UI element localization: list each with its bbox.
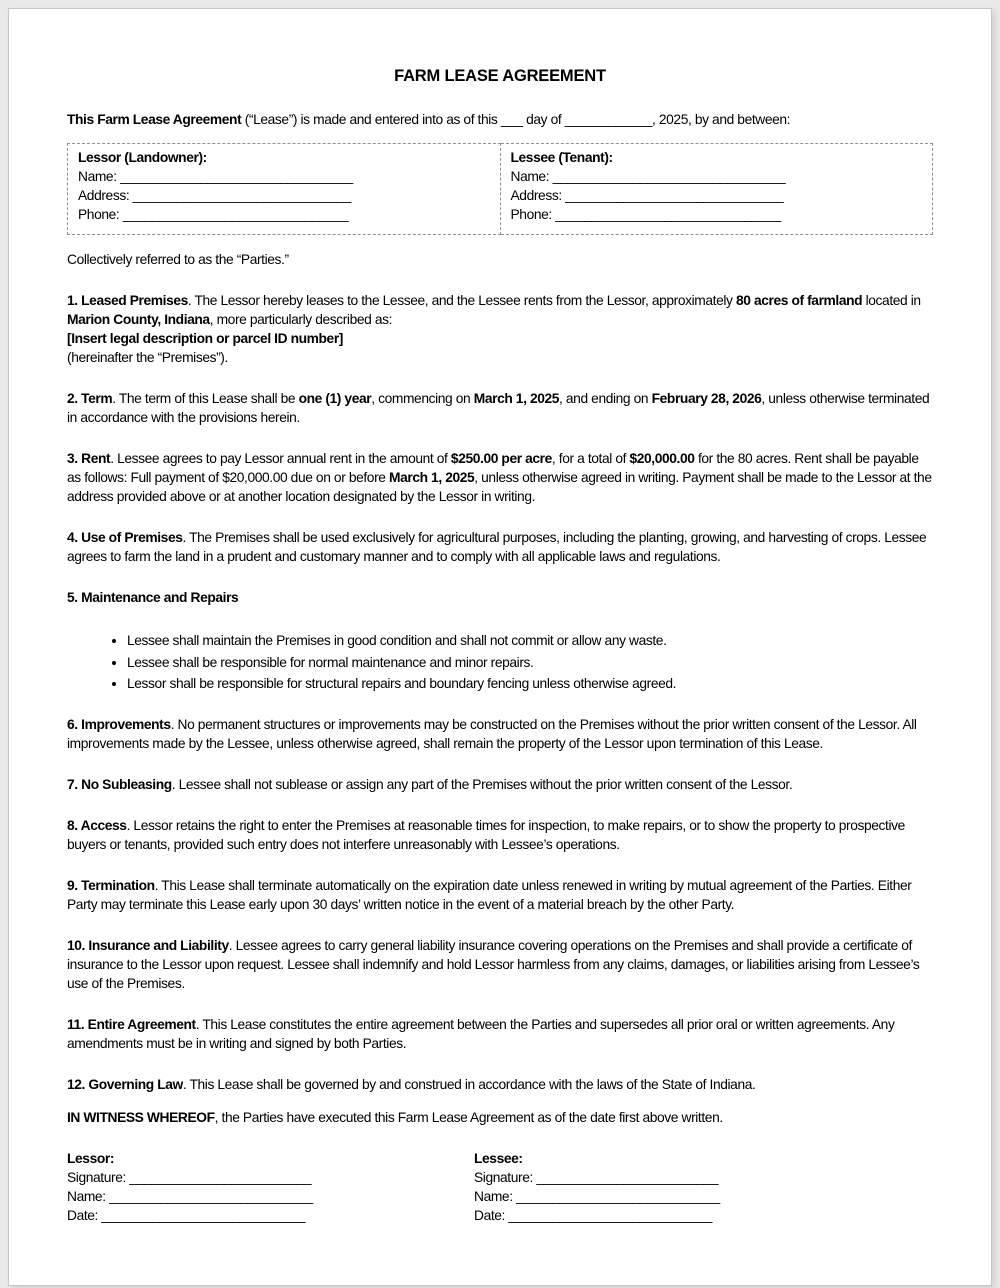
section-term: 2. Term. The term of this Lease shall be one (1) year, commencing on March 1, 2025, and ending on February 28, 2026, unless otherwise terminated in accordance with the provisions herein. [67, 391, 930, 425]
lessor-phone-line: Phone: _______________________________ [78, 207, 349, 222]
section-access: 8. Access. Lessor retains the right to enter the Premises at reasonable times for inspection, to make repairs, or to show the property to prospective buyers or tenants, provided such entry does not interfere unreasonably with Lessee’s operations. [67, 818, 905, 852]
lessor-signature-heading: Lessor: [67, 1151, 115, 1166]
section-use-of-premises: 4. Use of Premises. The Premises shall be used exclusively for agricultural purposes, including the planting, growing, and harvesting of crops. Lessee agrees to farm the land in a prudent and customary manner and to comply with all applicable laws and regulations. [67, 530, 927, 564]
lessor-address-line: Address: ______________________________ [78, 188, 351, 203]
document-page [8, 8, 992, 1286]
lessee-cell-heading: Lessee (Tenant): [510, 150, 613, 165]
lessor-date-line: Date: ____________________________ [67, 1208, 306, 1223]
section-no-subleasing: 7. No Subleasing. Lessee shall not sublease or assign any part of the Premises without the prior written consent of the Lessor. [67, 777, 793, 792]
maintenance-bullet-item: • Lessee shall maintain the Premises in good condition and shall not commit or allow any waste. [127, 631, 933, 650]
lessee-name-line: Name: ________________________________ [510, 169, 786, 184]
lessor-name-line: Name: ________________________________ [78, 169, 353, 184]
lessor-name-sign-line: Name: ____________________________ [67, 1189, 313, 1204]
lessee-name-sign-line: Name: ____________________________ [474, 1189, 720, 1204]
parties-table [67, 143, 933, 235]
lessee-signature-column [474, 1149, 881, 1225]
signature-block [67, 1149, 933, 1225]
lessee-phone-line: Phone: _______________________________ [510, 207, 781, 222]
lessee-signature-heading: Lessee: [474, 1151, 523, 1166]
lessor-cell-heading: Lessor (Landowner): [78, 150, 207, 165]
lessor-signature-column [67, 1149, 474, 1225]
lessor-cell [68, 144, 501, 235]
section-governing-law: 12. Governing Law. This Lease shall be governed by and construed in accordance with the laws of the State of Indiana. [67, 1077, 756, 1092]
lessor-signature-line: Signature: _________________________ [67, 1170, 312, 1185]
maintenance-bullet-list [67, 631, 933, 693]
collectively-line: Collectively referred to as the “Parties.” [67, 252, 289, 267]
section-maintenance-heading: 5. Maintenance and Repairs [67, 590, 239, 605]
section-insurance-liability: 10. Insurance and Liability. Lessee agrees to carry general liability insurance covering operations on the Premises and shall provide a certificate of insurance to the Lessor upon request. Lessee shall indemnify and hold Lessor harmless from any claims, damages, or liabilities arising from Lessee’s use of the Premises. [67, 938, 920, 991]
maintenance-bullet-item: • Lessee shall be responsible for normal maintenance and minor repairs. [127, 653, 933, 672]
witness-clause: IN WITNESS WHEREOF, the Parties have executed this Farm Lease Agreement as of the date first above written. [67, 1110, 723, 1125]
section-improvements: 6. Improvements. No permanent structures or improvements may be constructed on the Premises without the prior written consent of the Lessor. All improvements made by the Lessee, unless otherwise agreed, shall remain the property of the Lessor upon termination of this Lease. [67, 717, 917, 751]
section-leased-premises: 1. Leased Premises. The Lessor hereby leases to the Lessee, and the Lessee rents from the Lessor, approximately 80 acres of farmland located in Marion County, Indiana, more particularly described as: [Insert legal description or parcel ID number] (hereinafter the “Premises”). [67, 293, 921, 365]
maintenance-bullet-item: • Lessor shall be responsible for structural repairs and boundary fencing unless otherwise agreed. [127, 674, 933, 693]
section-rent: 3. Rent. Lessee agrees to pay Lessor annual rent in the amount of $250.00 per acre, for a total of $20,000.00 for the 80 acres. Rent shall be payable as follows: Full payment of $20,000.00 due on or before March 1, 2025, unless otherwise agreed in writing. Payment shall be made to the Lessor at the address provided above or at another location designated by the Lessor in writing. [67, 451, 932, 504]
lessee-address-line: Address: ______________________________ [510, 188, 784, 203]
section-entire-agreement: 11. Entire Agreement. This Lease constitutes the entire agreement between the Parties and supersedes all prior oral or written agreements. Any amendments must be in writing and signed by both Parties. [67, 1017, 895, 1051]
parties-table-row [68, 144, 933, 235]
section-termination: 9. Termination. This Lease shall terminate automatically on the expiration date unless renewed in writing by mutual agreement of the Parties. Either Party may terminate this Lease early upon 30 days’ written notice in the event of a material breach by the other Party. [67, 878, 912, 912]
intro-paragraph: This Farm Lease Agreement (“Lease”) is made and entered into as of this ___ day of ____________, 2025, by and between: [67, 112, 791, 127]
lessee-signature-line: Signature: _________________________ [474, 1170, 719, 1185]
lessee-cell [500, 144, 933, 235]
lessee-date-line: Date: ____________________________ [474, 1208, 713, 1223]
document-title: FARM LEASE AGREEMENT [394, 67, 606, 85]
